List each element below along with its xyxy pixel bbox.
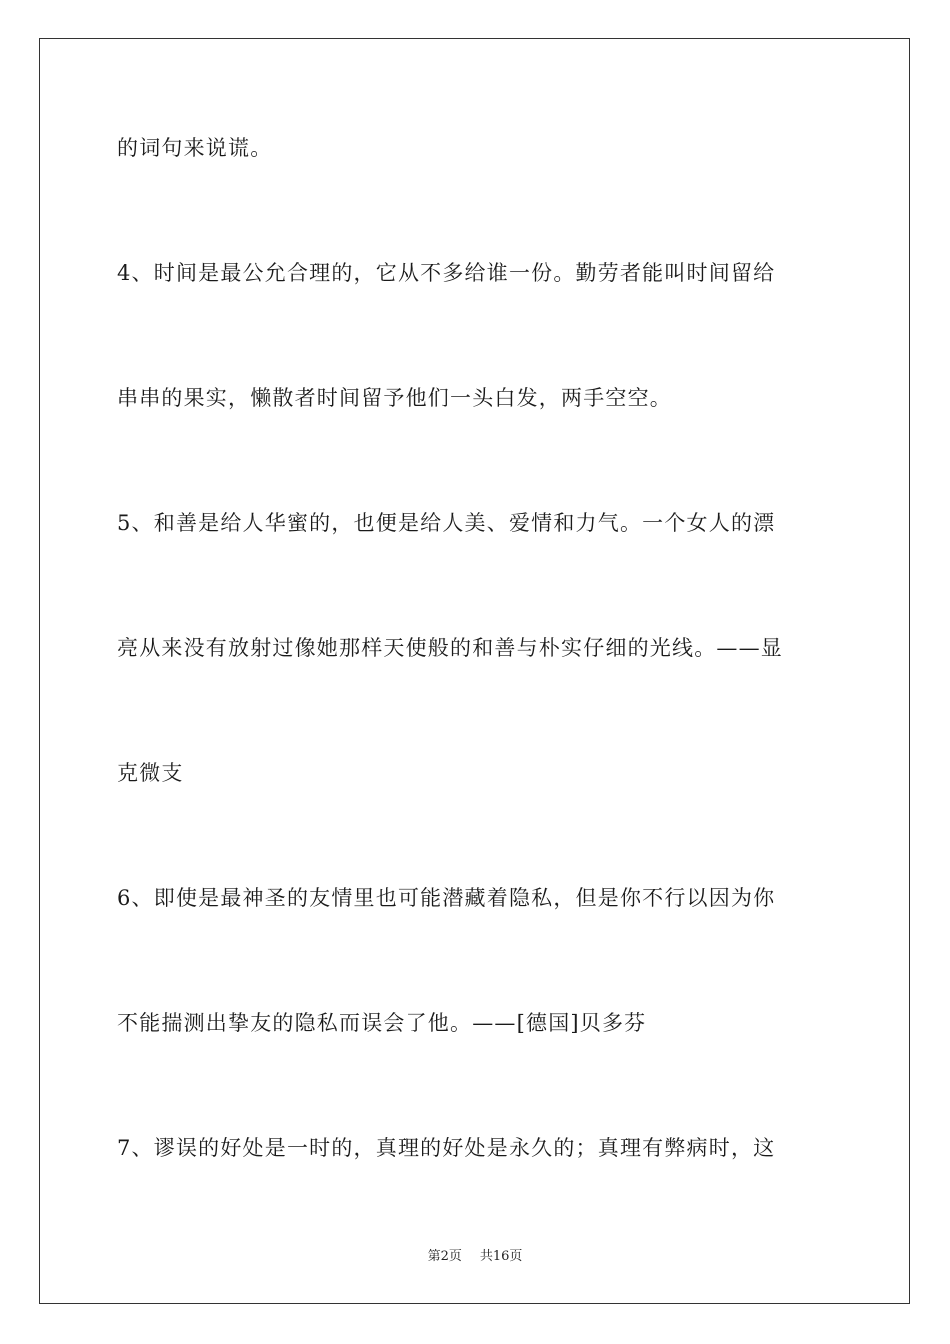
page-border [39, 38, 910, 1304]
text-line-5: 亮从来没有放射过像她那样天使般的和善与朴实仔细的光线。——显 [117, 636, 783, 660]
text-line-4: 5、和善是给人华蜜的，也便是给人美、爱情和力气。一个女人的漂 [117, 511, 776, 535]
text-line-9: 7、谬误的好处是一时的，真理的好处是永久的；真理有弊病时，这 [117, 1136, 776, 1160]
text-line-2: 4、时间是最公允合理的，它从不多给谁一份。勤劳者能叫时间留给 [117, 261, 776, 285]
text-line-6: 克微支 [117, 761, 184, 785]
text-line-1: 的词句来说谎。 [117, 136, 273, 160]
text-line-8: 不能揣测出挚友的隐私而误会了他。——[德国]贝多芬 [117, 1011, 647, 1035]
page-total: 共16页 [479, 1249, 523, 1264]
text-line-3: 串串的果实，懒散者时间留予他们一头白发，两手空空。 [117, 386, 672, 410]
page-number: 第2页 [427, 1249, 462, 1264]
page-footer [0, 1248, 950, 1266]
text-line-7: 6、即使是最神圣的友情里也可能潜藏着隐私，但是你不行以因为你 [117, 886, 776, 910]
